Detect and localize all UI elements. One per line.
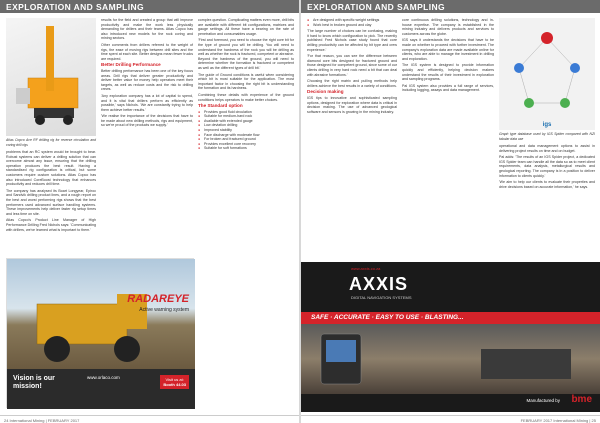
ad-slogan: SAFE · ACCURATE · EASY TO USE · BLASTING... (311, 314, 464, 321)
bme-logo: bme (571, 394, 592, 405)
paragraph: The company has analysed its Boart Longyear, Epiroc and Sandvik drilling product lines, and a rough report on the best and worst performing rigs shows that the best performers used advanced surface handling systems. These improvements help deliver faster rig setup times and less time on site. (6, 188, 96, 216)
paragraph: Pal IGS system also provides a full range of services, including logging, assays and data management. (402, 83, 494, 93)
network-graph (499, 18, 595, 130)
paragraph: Better drilling performance has been one of the key focus areas. Drill rigs that deliver greater productivity and deliver better value for money help operators meet their targets, as well as reduce costs and the risk to drilling crews. (101, 68, 193, 92)
ad-slogan-band (301, 312, 600, 324)
list-item: ● Face discharge with moderate flow (198, 133, 294, 138)
subhead: Decision making (307, 89, 344, 95)
paragraph: 'For that reason, you can see the difference between diamond core bits designed for fractured ground and those designed for competent ground, since some of our clients drilling in very hard rock need a bit that can deal with abrasive formations.' (307, 54, 397, 77)
ad-booth: Booth 44.03 (163, 382, 186, 387)
mining-truck-illustration (7, 259, 195, 369)
list-item: ● Provides good fluid circulation (198, 110, 294, 115)
paragraph: Pal adds: 'The results of an IGS Spider project, a dedicated IGS Spider team can handle all the data so as to meet client requirements, data analysis, metallurgical results and geological reporting. The company is in a position to deliver information to clients quickly.' (499, 155, 595, 178)
paragraph: core continuous drilling solutions, technology and in-house expertise. The company is established in the mining industry and delivers products and services to customers across the globe. (402, 18, 494, 36)
ad-url[interactable]: www.orlaco.com (87, 375, 120, 380)
axxis-advertisement[interactable] (301, 262, 600, 412)
left-col3 (198, 18, 294, 151)
paragraph: Choosing the right matrix and pulling methods help drillers achieve the best results in a variety of conditions. (307, 79, 397, 88)
ad-brand: AXXIS (349, 274, 409, 294)
igs-graph-image (499, 18, 595, 130)
list-item: ● Are designed with specific weight settings (307, 18, 397, 23)
right-page (301, 0, 600, 423)
ad-url[interactable]: www.axxis.co.za (351, 266, 381, 271)
ad-bottom-band (7, 369, 195, 409)
radareye-advertisement[interactable] (6, 258, 194, 408)
photo-caption: Atlas Copco Ace RF drilling rig for reverse circulation and coring drill rigs (6, 138, 96, 147)
right-col2 (402, 18, 494, 95)
subhead: Better Drilling Performance (101, 62, 161, 68)
ad-photo (301, 324, 600, 394)
paragraph: 'The large number of choices can be confusing, making it hard to know which configuration to pick. The recently published Fred Nichols case study found that core drilling productivity can be affected by bit type and crew experience.' (307, 29, 397, 52)
paragraph: 'Any exploration company has a lot of capital to spend, and it is vital that drillers perform as efficiently as possible,' says Nichols. 'We are constantly trying to help them achieve better results.' (101, 93, 193, 112)
subhead: The Standard option (198, 103, 243, 109)
paragraph: problems that an RC system would be brought to bear. Robust systems can deliver a drilling solution that can overcome almost any issue, ensuring that the drilling operation produces the best result. Having a standardised rig configuration is critical, but some customers require custom solutions. Atlas Copco has also introduced CoreBoost technology that enhances productivity and reduces drill time. (6, 150, 96, 187)
graph-caption: Graph type database used by IGS Spider compared with NZI tabular data use (499, 132, 595, 141)
paragraph: complex question. Complicating matters even more, drill bits are available with different bit configurations, matrices and gauge settings. All these have a bearing on the rate of penetration and consumables usage. (198, 18, 294, 36)
list-item: ● Provides excellent core recovery (198, 142, 294, 147)
list-item: ● Work best in broken ground and clay (307, 23, 397, 28)
paragraph: Other comments from drillers referred to the weight of rigs, the ease of moving rigs between drill sites and the time spent at each site. Better designs mean fewer trucks are required. (101, 42, 193, 61)
ad-title: RADAREYE (127, 293, 189, 305)
ad-visit (160, 375, 189, 389)
paragraph: 'We realise the importance of the decisions that have to be made about new drilling methods, rigs and equipment, so we're proud of the products we supply.' (101, 114, 193, 128)
paragraph: results for the field and created a group that will improve productivity and make the work less physically demanding for drillers and their teams. Atlas Copco has also introduced new models for the rock coring and mining sectors. (101, 18, 193, 41)
paragraph: IGS tips to innovative and sophisticated sampling options, designed for exploration where data is critical in decision making. The use of advanced geological software and sensors is growing in the mining industry. (307, 95, 397, 114)
paragraph: The IGS system is designed to provide information quickly and efficiently, helping decision makers understand the results of their investment in exploration and sampling programs. (402, 63, 494, 82)
list-item: ● Available with extended gauge (198, 119, 294, 124)
paragraph: IGS says it understands the decisions that have to be made on whether to proceed with further investment. The company's exploration data are made available online for clients, who are able to manage the investment in drilling and exploration. (402, 38, 494, 61)
ad-slogan: Vision is our mission! (13, 375, 55, 390)
page-header: EXPLORATION AND SAMPLING (0, 0, 299, 13)
bullet-list (198, 110, 294, 151)
drill-rig-illustration (6, 18, 96, 136)
paragraph: Atlas Copco's Product Line Manager of High Performance Drilling Fred Nichols says: 'Communicating with drillers, we've learned what is important to them.' (6, 218, 96, 232)
paragraph: The guide of Ground conditions is useful when considering which bit is most suitable for the application. The most important factor in choosing the right bit is understanding the formation and its hardness. (198, 72, 294, 91)
drill-rig-photo (6, 18, 96, 136)
left-col1 (6, 150, 96, 234)
list-item: ● Low deviation drilling (198, 123, 294, 128)
ad-tagline: Active warning system (139, 307, 189, 313)
paragraph: operational and data management options to assist in delivering project results on time and on budget. (499, 144, 595, 153)
list-item: ● Suitable for soft formations (198, 146, 294, 151)
device-illustration (301, 324, 600, 394)
paragraph: Combining these details with experience of the ground conditions helps operators to make better choices. (198, 92, 294, 102)
svg-text:igs: igs (542, 122, 552, 128)
right-col3 (499, 144, 595, 191)
ad-manufactured: Manufactured by (526, 398, 560, 403)
page-footer: 24 International Mining | FEBRUARY 2017 (0, 415, 299, 423)
page-header: EXPLORATION AND SAMPLING (301, 0, 600, 13)
ad-subtitle: DIGITAL NAVIGATION SYSTEMS (351, 295, 412, 300)
page-footer: FEBRUARY 2017 International Mining | 25 (301, 415, 600, 423)
paragraph: 'We aim to help our clients to evaluate their properties and drive decisions based on accurate information,' he says. (499, 180, 595, 189)
paragraph: 'First and foremost, you need to choose the right core bit for the type of ground you will be drilling. You will need to understand the hardness of the rock you will be drilling as well as whether the rock is fractured, competent or abrasive. Beyond the hardness of the ground, you will need to determine whether the formation is fractured or competent as well as the different types of drill bit.' (198, 38, 294, 70)
list-item: ● Improved stability (198, 128, 294, 133)
list-item: ● Suitable for medium-hard rock (198, 114, 294, 119)
left-col2 (101, 18, 193, 130)
ad-visit-label: Visit us at: (165, 377, 184, 382)
right-col1 (307, 18, 397, 116)
list-item: ● For broken and fractured ground (198, 137, 294, 142)
ad-image (7, 259, 195, 369)
left-page (0, 0, 299, 423)
